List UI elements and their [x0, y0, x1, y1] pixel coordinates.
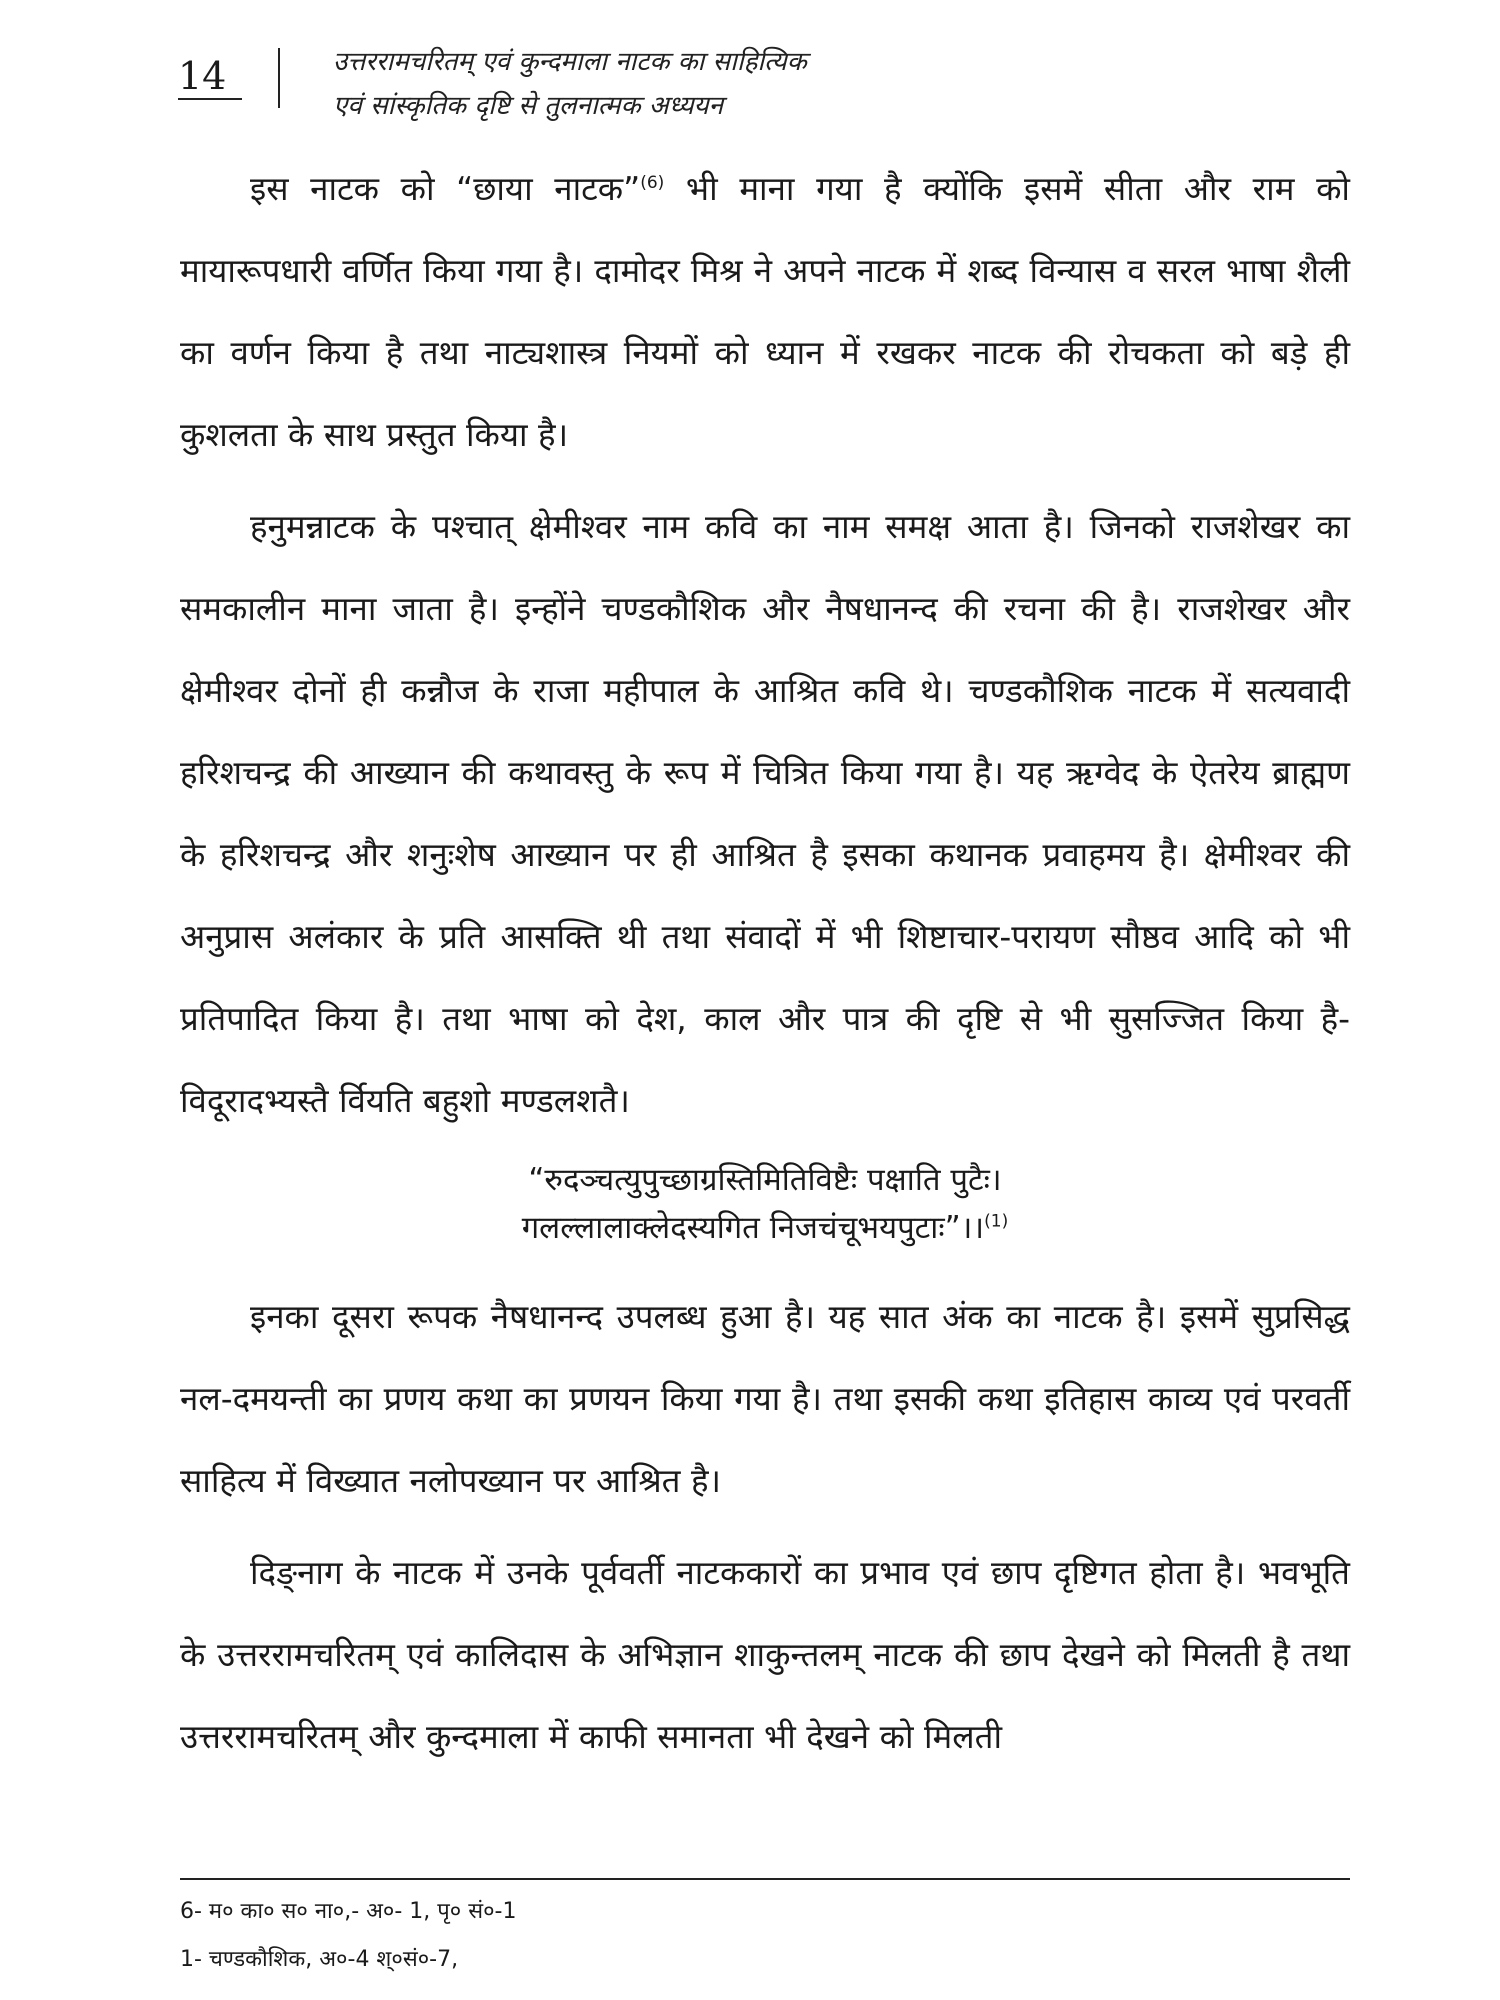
page-number: 14: [178, 54, 242, 100]
header-divider: [278, 48, 280, 108]
page-header: [178, 40, 1378, 130]
paragraph-1-rest: भी माना गया है क्योंकि इसमें सीता और राम को मायारूपधारी वर्णित किया गया है। दामोदर मिश्र ने अपने नाटक में शब्द विन्यास व सरल भाषा शैली का वर्णन किया है तथा नाट्यशास्त्र नियमों को ध्यान में रखकर नाटक की रोचकता को बड़े ही कुशलता के साथ प्रस्तुत किया है।: [180, 169, 1350, 454]
paragraph-4: दिङ्नाग के नाटक में उनके पूर्ववर्ती नाटककारों का प्रभाव एवं छाप दृष्टिगत होता है। भवभूति के उत्तररामचरितम् एवं कालिदास के अभिज्ञान शाकुन्तलम् नाटक की छाप देखने को मिलती है तथा उत्तररामचरितम् और कुन्दमाला में काफी समानता भी देखने को मिलती: [180, 1553, 1350, 1756]
verse-line-2: गलल्लालाक्लेदस्यगित निजचंचूभयपुटाः”।।: [521, 1210, 985, 1246]
footnote-ref-1: (1): [984, 1211, 1009, 1232]
running-title-line-1: उत्तररामचरितम् एवं कुन्दमाला नाटक का साहित्यिक: [333, 47, 807, 77]
verse-quote: [180, 1156, 1350, 1252]
footnote-1: 1- चण्डकौशिक, अ०-4 श्०सं०-7,: [180, 1947, 459, 1972]
paragraph-3: इनका दूसरा रूपक नैषधानन्द उपलब्ध हुआ है। यह सात अंक का नाटक है। इसमें सुप्रसिद्ध नल-दमयन्ती का प्रणय कथा का प्रणयन किया गया है। तथा इसकी कथा इतिहास काव्य एवं परवर्ती साहित्य में विख्यात नलोपख्यान पर आश्रित है।: [180, 1297, 1350, 1500]
verse-line-1: “रुदञ्चत्युपुच्छाग्रस्तिमितिविष्टैः पक्षाति पुटैः।: [528, 1162, 1002, 1198]
running-title: [333, 40, 807, 128]
body-text: [180, 148, 1350, 1788]
paragraph-1: [180, 148, 1350, 476]
footnote-divider: [180, 1878, 1350, 1880]
paragraph-1-start: इस नाटक को “छाया नाटक”: [250, 169, 641, 208]
running-title-line-2: एवं सांस्कृतिक दृष्टि से तुलनात्मक अध्ययन: [333, 91, 724, 121]
paragraph-2: हनुमन्नाटक के पश्चात् क्षेमीश्वर नाम कवि का नाम समक्ष आता है। जिनको राजशेखर का समकालीन माना जाता है। इन्होंने चण्डकौशिक और नैषधानन्द की रचना की है। राजशेखर और क्षेमीश्वर दोनों ही कन्नौज के राजा महीपाल के आश्रित कवि थे। चण्डकौशिक नाटक में सत्यवादी हरिशचन्द्र की आख्यान की कथावस्तु के रूप में चित्रित किया गया है। यह ऋग्वेद के ऐतरेय ब्राह्मण के हरिशचन्द्र और शनुःशेष आख्यान पर ही आश्रित है इसका कथानक प्रवाहमय है। क्षेमीश्वर की अनुप्रास अलंकार के प्रति आसक्ति थी तथा संवादों में भी शिष्टाचार-परायण सौष्ठव आदि को भी प्रतिपादित किया है। तथा भाषा को देश, काल और पात्र की दृष्टि से भी सुसज्जित किया है-विदूरादभ्यस्तै र्वियति बहुशो मण्डलशतै।: [180, 507, 1350, 1120]
footnote-ref-6: (6): [640, 173, 665, 193]
footnotes: [180, 1888, 516, 1984]
footnote-6: 6- म० का० स० ना०,- अ०- 1, पृ० सं०-1: [180, 1899, 517, 1924]
